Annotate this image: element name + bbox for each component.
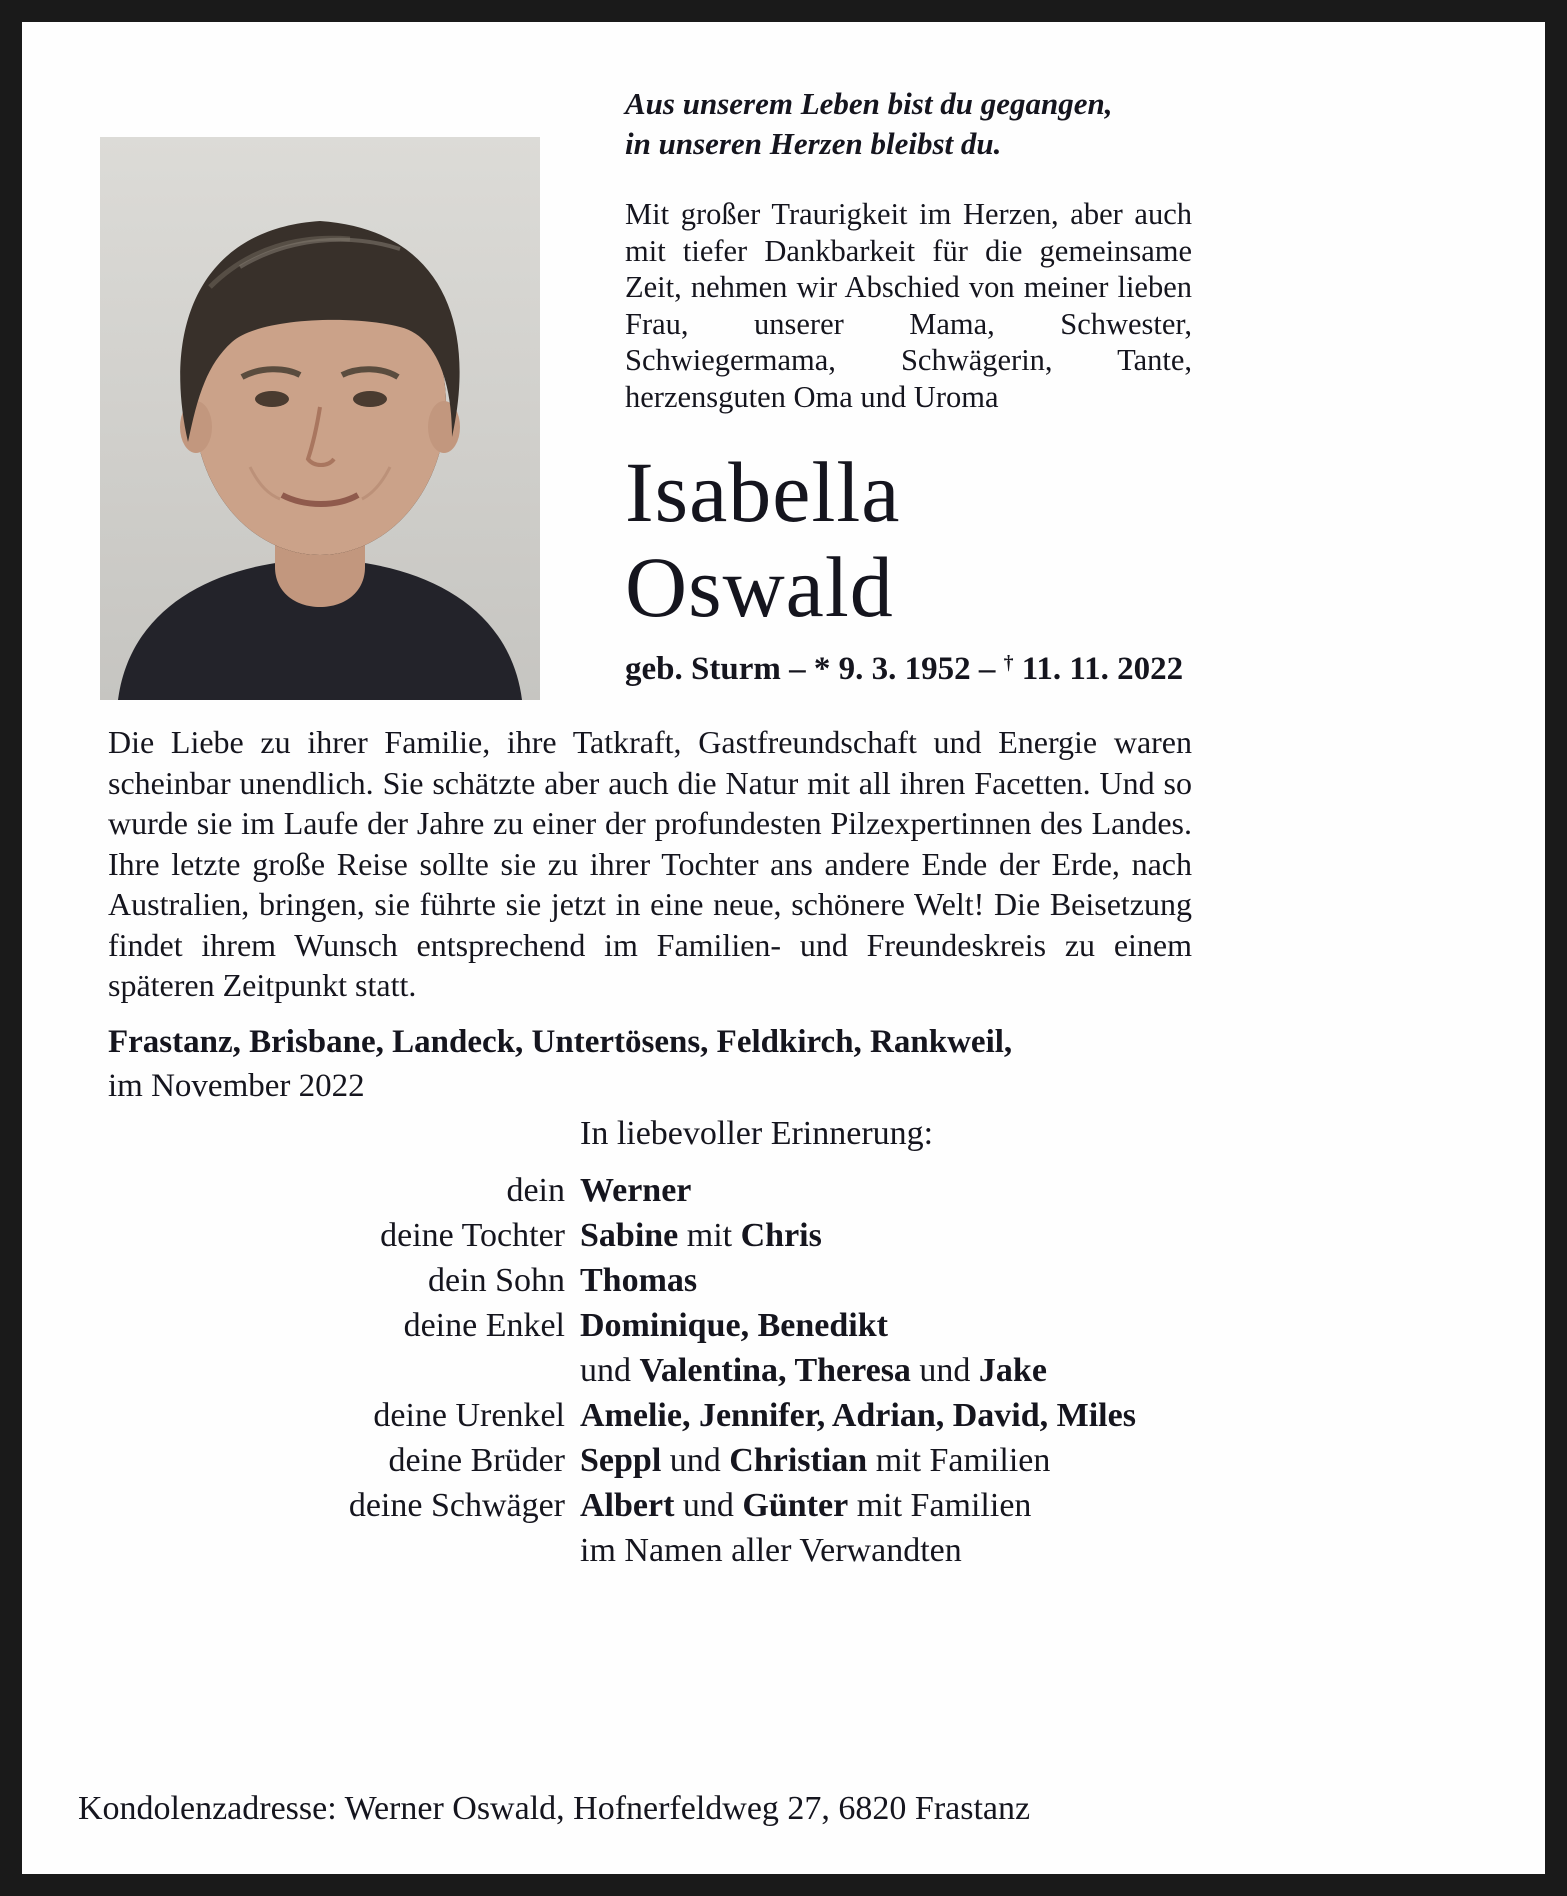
memorial-row-names: und Valentina, Theresa und Jake xyxy=(580,1352,1047,1389)
obituary-text: Die Liebe zu ihrer Familie, ihre Tatkraft, Gastfreundschaft und Energie waren scheinbar unendlich. Sie schätzte aber auch die Natur mit all ihren Facetten. Und so wurde sie im Laufe der Jahre zu einer der profundesten Pilzexpertinnen des Landes. Ihre letzte große Reise sollte sie zu ihrer Tochter ans andere Ende der Erde, nach Australien, bringen, sie führte sie jetzt in eine neue, schönere Welt! Die Beisetzung findet ihrem Wunsch entsprechend im Familien- und Freundeskreis zu einem späteren Zeitpunkt statt. xyxy=(108,724,1192,1003)
birth-symbol: * xyxy=(813,651,831,687)
condolence-address: Kondolenzadresse: Werner Oswald, Hofnerfeldweg 27, 6820 Frastanz xyxy=(78,1790,1031,1827)
places-line: Frastanz, Brisbane, Landeck, Untertösens, Feldkirch, Rankweil, xyxy=(108,1024,1013,1060)
memorial-row xyxy=(80,1393,1260,1438)
memorial-row-label: dein xyxy=(506,1172,565,1209)
deceased-first-name: Isabella xyxy=(625,444,901,540)
memorial-row-names: Sabine mit Chris xyxy=(580,1217,822,1254)
birth-name-prefix: geb. Sturm – xyxy=(625,651,814,687)
memorial-row xyxy=(80,1213,1260,1258)
memorial-row xyxy=(80,1258,1260,1303)
memorial-row-label: deine Enkel xyxy=(403,1307,565,1344)
death-symbol: † xyxy=(1003,652,1014,675)
memorial-row-label: deine Urenkel xyxy=(373,1397,565,1434)
memorial-row-names: Dominique, Benedikt xyxy=(580,1307,888,1344)
memorial-row xyxy=(80,1348,1260,1393)
death-date: 11. 11. 2022 xyxy=(1013,651,1184,687)
life-dates xyxy=(625,651,1192,688)
memorial-row-names: im Namen aller Verwandten xyxy=(580,1532,962,1569)
memorial-section xyxy=(80,1112,1260,1573)
portrait-photo xyxy=(100,137,540,700)
places-block xyxy=(108,1020,1012,1108)
epigraph-line1: Aus unserem Leben bist du gegangen, xyxy=(625,86,1113,121)
memorial-row xyxy=(80,1438,1260,1483)
memorial-row-names: Werner xyxy=(580,1172,692,1209)
memorial-header: In liebevoller Erinnerung: xyxy=(580,1115,934,1152)
memorial-row-label xyxy=(80,1528,565,1573)
epigraph-line2: in unseren Herzen bleibst du. xyxy=(625,126,1002,161)
memorial-row-label: deine Tochter xyxy=(380,1217,565,1254)
intro-paragraph: Mit großer Traurigkeit im Herzen, aber auch mit tiefer Dankbarkeit für die gemeinsame Zeit, nehmen wir Abschied von meiner lieben Frau, unserer Mama, Schwester, Schwiegermama, Schwägerin, Tante, herzensguten Oma und Uroma xyxy=(625,197,1192,414)
memorial-row xyxy=(80,1483,1260,1528)
memorial-row-label: deine Schwäger xyxy=(348,1487,565,1524)
memorial-row-label: deine Brüder xyxy=(388,1442,565,1479)
memorial-row-label: dein Sohn xyxy=(428,1262,565,1299)
deceased-last-name: Oswald xyxy=(625,539,894,635)
memorial-rows xyxy=(80,1168,1260,1573)
epigraph xyxy=(625,84,1192,164)
header-column xyxy=(625,84,1192,688)
month-year-line: im November 2022 xyxy=(108,1068,365,1104)
memorial-row xyxy=(80,1528,1260,1573)
memorial-row xyxy=(80,1168,1260,1213)
memorial-row xyxy=(80,1303,1260,1348)
deceased-name xyxy=(625,445,1192,635)
memorial-row-names: Seppl und Christian mit Familien xyxy=(580,1442,1051,1479)
birth-date: 9. 3. 1952 – xyxy=(830,651,1004,687)
portrait-photo-graphic xyxy=(100,137,540,700)
memorial-row-names: Albert und Günter mit Familien xyxy=(580,1487,1032,1524)
memorial-row-names: Thomas xyxy=(580,1262,698,1299)
memorial-row-names: Amelie, Jennifer, Adrian, David, Miles xyxy=(580,1397,1136,1434)
memorial-row-label xyxy=(80,1348,565,1393)
